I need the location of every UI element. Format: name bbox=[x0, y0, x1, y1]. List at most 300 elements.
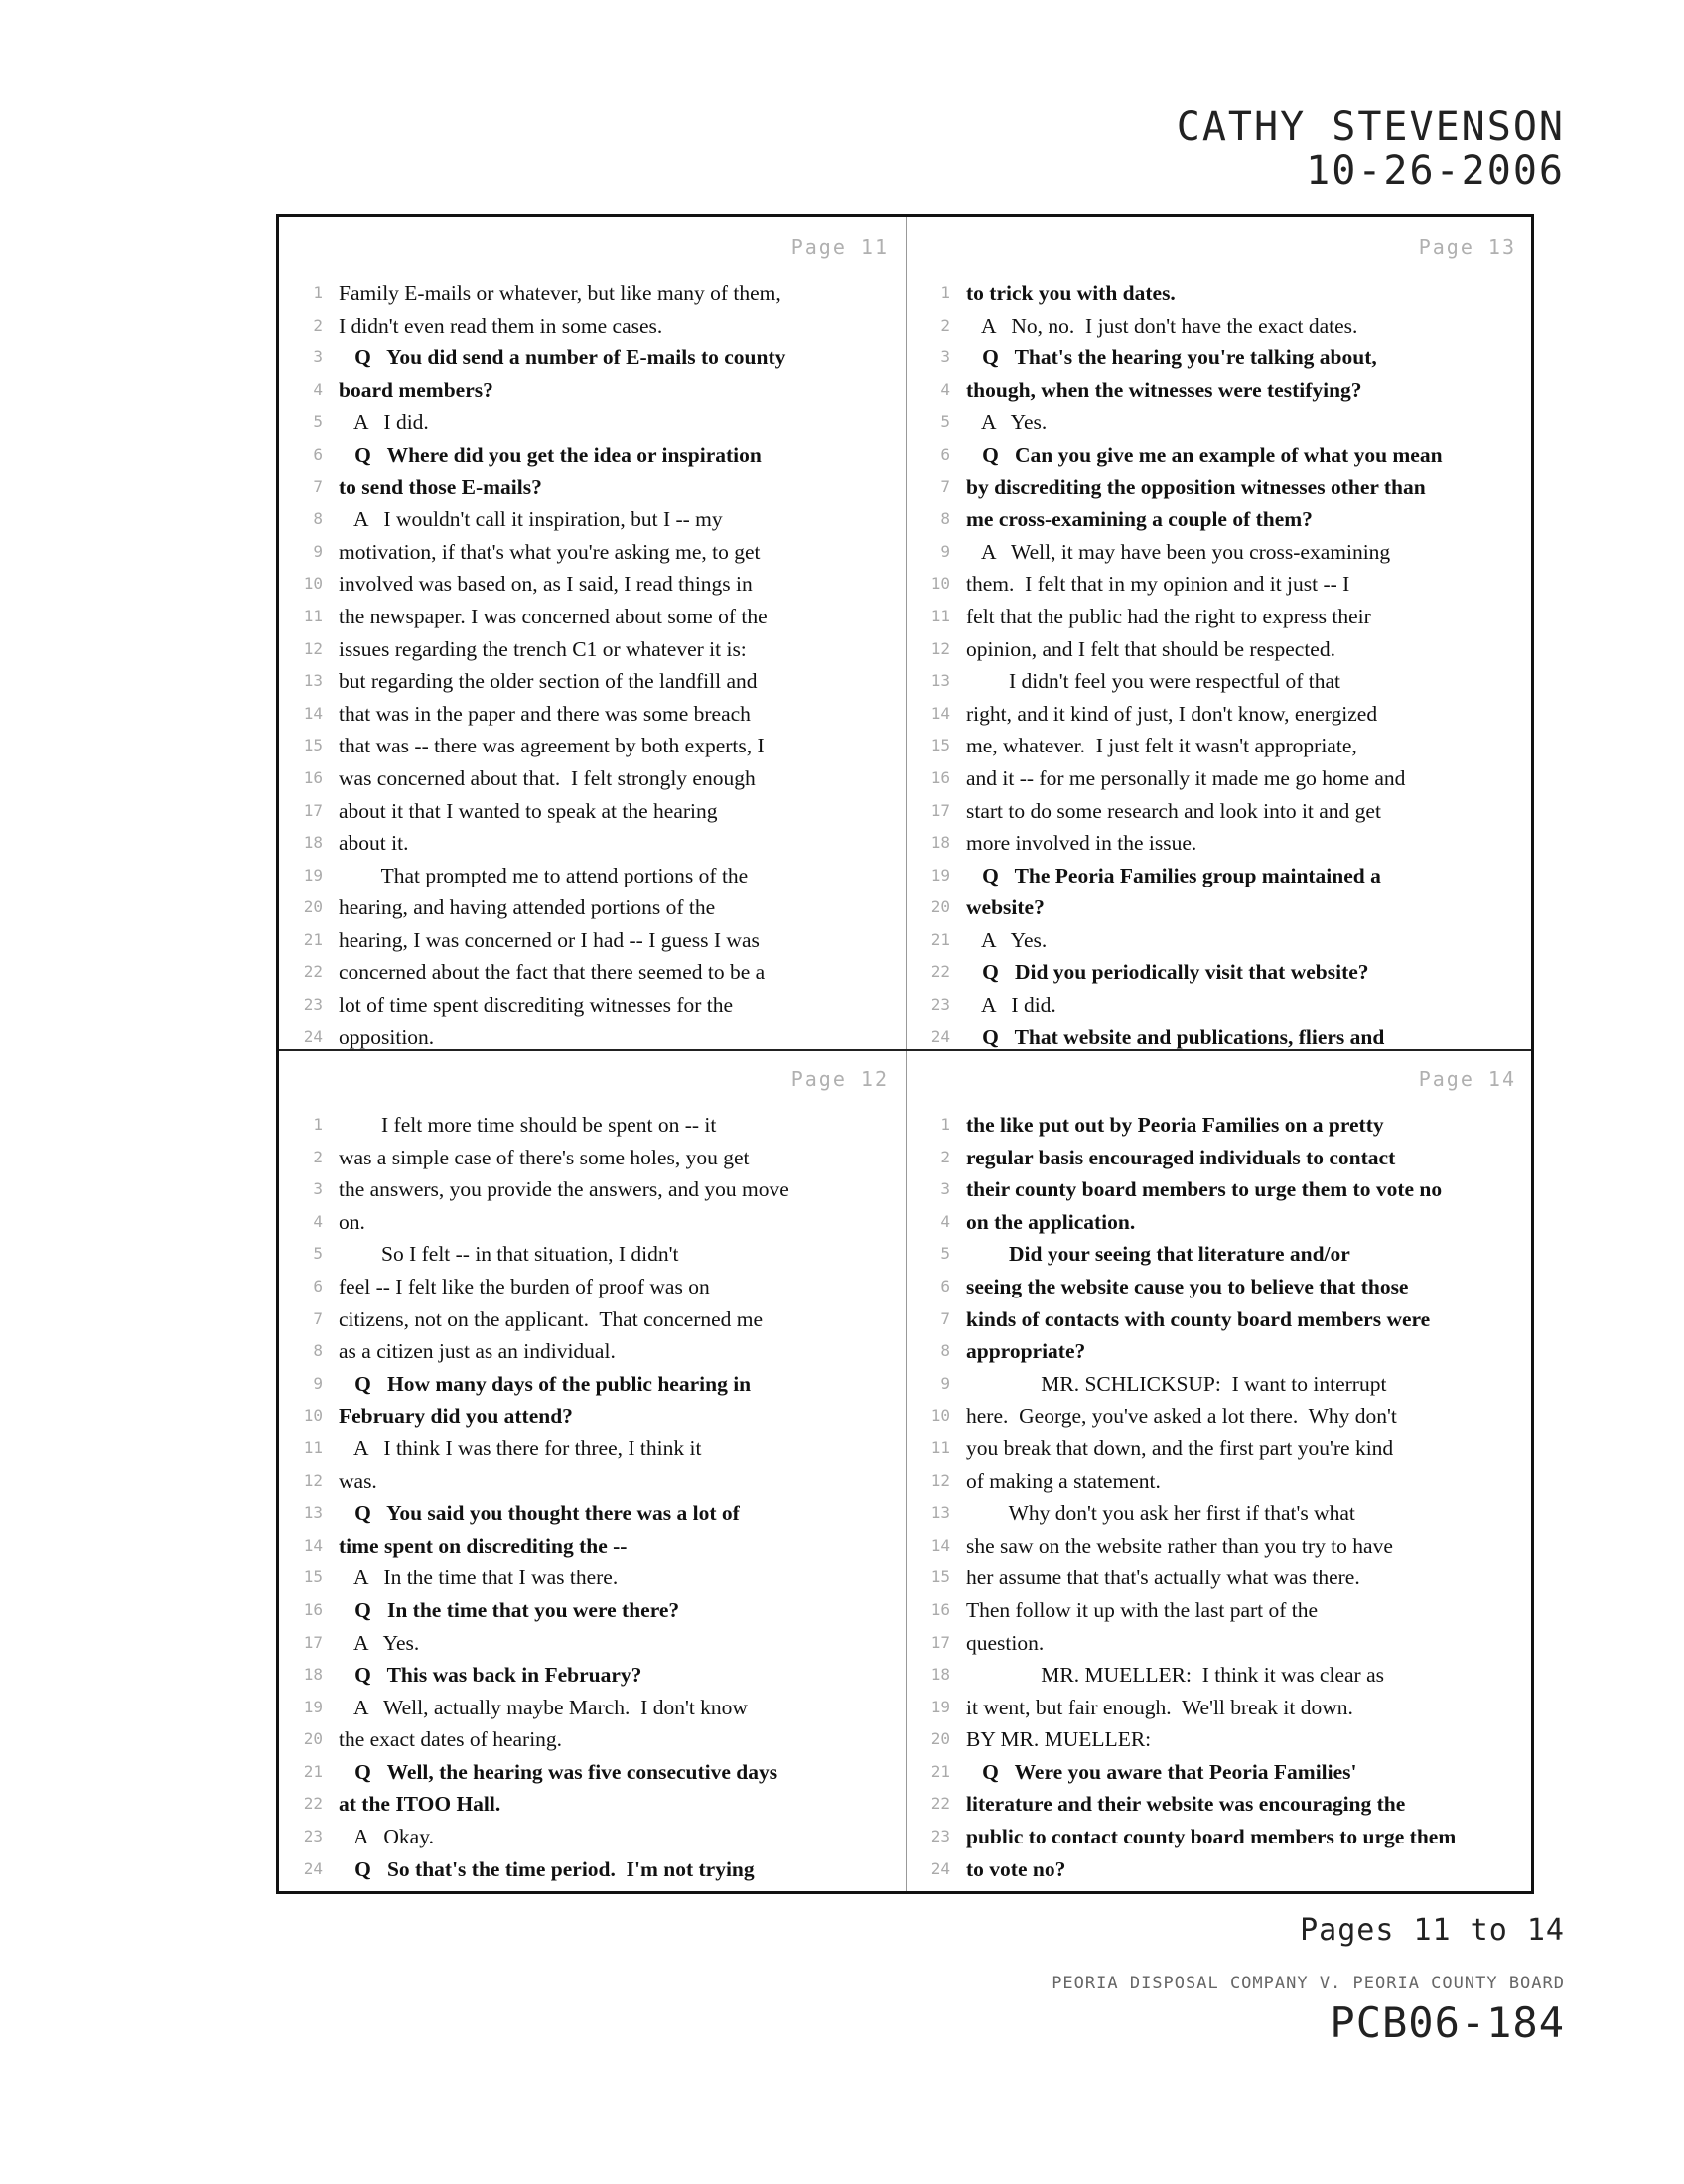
line-number: 12 bbox=[930, 1470, 950, 1490]
line-text: opinion, and I felt that should be respected. bbox=[966, 636, 1335, 661]
line-text: though, when the witnesses were testifying? bbox=[966, 377, 1362, 402]
line-text: feel -- I felt like the burden of proof was on bbox=[339, 1274, 710, 1298]
transcript-line bbox=[279, 439, 907, 472]
transcript-line bbox=[279, 406, 907, 439]
line-number: 21 bbox=[303, 1761, 323, 1781]
line-text: me cross-examining a couple of them? bbox=[966, 507, 1313, 532]
transcript-line bbox=[279, 924, 907, 957]
line-text: A Well, it may have been you cross-examining bbox=[966, 539, 1391, 564]
transcript-line bbox=[907, 1497, 1534, 1530]
transcript-line bbox=[907, 439, 1534, 472]
line-text: A I did. bbox=[966, 993, 1056, 1018]
line-number: 23 bbox=[303, 1827, 323, 1846]
transcript-line bbox=[279, 374, 907, 407]
line-text: the like put out by Peoria Families on a pretty bbox=[966, 1113, 1384, 1137]
transcript-line bbox=[907, 1335, 1534, 1368]
transcript-line bbox=[907, 406, 1534, 439]
line-text: Q Were you aware that Peoria Families' bbox=[966, 1759, 1357, 1784]
line-text: Family E-mails or whatever, but like many of them, bbox=[339, 281, 781, 305]
transcript-line bbox=[907, 1368, 1534, 1401]
line-text: February did you attend? bbox=[339, 1404, 573, 1429]
transcript-line bbox=[907, 827, 1534, 860]
line-number: 3 bbox=[313, 1179, 323, 1199]
line-text: to trick you with dates. bbox=[966, 281, 1176, 305]
line-number: 20 bbox=[303, 897, 323, 917]
line-text: concerned about the fact that there seemed to be a bbox=[339, 960, 766, 985]
transcript-line bbox=[279, 1530, 907, 1563]
case-name: PEORIA DISPOSAL COMPANY V. PEORIA COUNTY BOARD bbox=[1052, 1974, 1565, 1993]
page-label: Page 13 bbox=[1418, 235, 1516, 259]
transcript-line bbox=[279, 795, 907, 828]
transcript-line bbox=[907, 1206, 1534, 1239]
transcript-line bbox=[279, 341, 907, 374]
line-number: 13 bbox=[303, 1503, 323, 1523]
transcript-line bbox=[907, 891, 1534, 924]
line-number: 18 bbox=[303, 1665, 323, 1685]
line-number: 7 bbox=[313, 477, 323, 496]
line-text: A I wouldn't call it inspiration, but I -- my bbox=[339, 507, 723, 532]
transcript-line bbox=[279, 1271, 907, 1303]
line-text: to send those E-mails? bbox=[339, 475, 542, 499]
line-text: to vote no? bbox=[966, 1856, 1066, 1881]
line-number: 15 bbox=[303, 736, 323, 755]
transcript-lines bbox=[907, 1109, 1534, 1885]
line-number: 12 bbox=[303, 638, 323, 658]
transcript-line bbox=[279, 827, 907, 860]
line-text: on. bbox=[339, 1209, 365, 1234]
deposition-date: 10-26-2006 bbox=[1306, 148, 1565, 194]
line-number: 23 bbox=[930, 995, 950, 1015]
transcript-line bbox=[279, 536, 907, 569]
line-number: 20 bbox=[930, 1729, 950, 1749]
transcript-line bbox=[279, 568, 907, 601]
line-number: 7 bbox=[940, 1308, 950, 1328]
line-number: 24 bbox=[303, 1858, 323, 1878]
line-number: 8 bbox=[313, 1341, 323, 1361]
transcript-line bbox=[279, 1465, 907, 1498]
line-text: hearing, I was concerned or I had -- I guess I was bbox=[339, 927, 760, 952]
transcript-line bbox=[907, 1692, 1534, 1724]
line-number: 8 bbox=[940, 1341, 950, 1361]
line-text: she saw on the website rather than you try to have bbox=[966, 1533, 1393, 1558]
line-number: 18 bbox=[303, 833, 323, 853]
line-number: 22 bbox=[303, 962, 323, 982]
line-text: citizens, not on the applicant. That concerned me bbox=[339, 1306, 764, 1331]
line-text: Q The Peoria Families group maintained a bbox=[966, 863, 1381, 887]
line-text: on the application. bbox=[966, 1209, 1136, 1234]
line-number: 19 bbox=[930, 1697, 950, 1716]
transcript-line bbox=[279, 1109, 907, 1142]
line-text: time spent on discrediting the -- bbox=[339, 1533, 628, 1558]
transcript-line bbox=[907, 1400, 1534, 1433]
transcript-line bbox=[907, 698, 1534, 731]
line-number: 11 bbox=[303, 606, 323, 625]
transcript-line bbox=[907, 989, 1534, 1022]
line-number: 23 bbox=[303, 995, 323, 1015]
line-text: Q Well, the hearing was five consecutive days bbox=[339, 1759, 778, 1784]
line-number: 6 bbox=[940, 444, 950, 464]
transcript-line bbox=[279, 1821, 907, 1853]
line-text: A No, no. I just don't have the exact dates. bbox=[966, 313, 1358, 338]
transcript-line bbox=[907, 1303, 1534, 1336]
transcript-line bbox=[279, 1594, 907, 1627]
line-number: 5 bbox=[940, 412, 950, 432]
line-number: 15 bbox=[303, 1568, 323, 1587]
line-text: seeing the website cause you to believe that those bbox=[966, 1274, 1409, 1298]
line-number: 3 bbox=[313, 347, 323, 367]
transcript-line bbox=[279, 633, 907, 666]
line-text: So I felt -- in that situation, I didn't bbox=[339, 1242, 679, 1267]
line-text: about it. bbox=[339, 831, 409, 856]
transcript-line bbox=[279, 1142, 907, 1174]
line-text: Q Can you give me an example of what you mean bbox=[966, 442, 1443, 467]
transcript-line bbox=[907, 730, 1534, 762]
line-text: Q Where did you get the idea or inspiration bbox=[339, 442, 762, 467]
line-text: Q Did you periodically visit that website? bbox=[966, 960, 1369, 985]
line-number: 19 bbox=[303, 1697, 323, 1716]
line-text: but regarding the older section of the landfill and bbox=[339, 669, 758, 694]
line-text: Then follow it up with the last part of the bbox=[966, 1597, 1319, 1622]
line-text: hearing, and having attended portions of the bbox=[339, 895, 716, 920]
line-text: appropriate? bbox=[966, 1339, 1086, 1364]
transcript-line bbox=[279, 1627, 907, 1660]
transcript-page-11 bbox=[279, 217, 907, 1049]
transcript-lines bbox=[907, 277, 1534, 1053]
transcript-line bbox=[279, 1723, 907, 1756]
line-number: 14 bbox=[930, 1535, 950, 1555]
line-text: I didn't even read them in some cases. bbox=[339, 313, 663, 338]
line-text: Q That's the hearing you're talking about, bbox=[966, 345, 1377, 370]
line-number: 16 bbox=[303, 1599, 323, 1619]
line-number: 20 bbox=[930, 897, 950, 917]
line-number: 21 bbox=[303, 929, 323, 949]
line-text: by discrediting the opposition witnesses other than bbox=[966, 475, 1426, 499]
transcript-line bbox=[907, 1627, 1534, 1660]
line-number: 6 bbox=[313, 1276, 323, 1296]
line-number: 6 bbox=[313, 444, 323, 464]
line-number: 21 bbox=[930, 1761, 950, 1781]
line-text: board members? bbox=[339, 377, 493, 402]
line-number: 18 bbox=[930, 833, 950, 853]
line-text: A I think I was there for three, I think it bbox=[339, 1435, 702, 1460]
transcript-line bbox=[279, 1692, 907, 1724]
line-text: you break that down, and the first part you're kind bbox=[966, 1435, 1394, 1460]
line-text: her assume that that's actually what was there. bbox=[966, 1566, 1360, 1590]
line-number: 9 bbox=[313, 1373, 323, 1393]
transcript-frame bbox=[276, 214, 1534, 1894]
transcript-line bbox=[907, 472, 1534, 504]
transcript-line bbox=[907, 1142, 1534, 1174]
line-text: them. I felt that in my opinion and it just -- I bbox=[966, 572, 1350, 597]
transcript-line bbox=[907, 762, 1534, 795]
line-text: question. bbox=[966, 1630, 1045, 1655]
line-text: Why don't you ask her first if that's what bbox=[966, 1501, 1355, 1526]
transcript-line bbox=[907, 536, 1534, 569]
transcript-lines bbox=[279, 1109, 907, 1885]
line-number: 22 bbox=[303, 1794, 323, 1814]
line-number: 5 bbox=[940, 1244, 950, 1264]
line-number: 10 bbox=[930, 574, 950, 594]
line-text: public to contact county board members to urge them bbox=[966, 1825, 1457, 1849]
page-label: Page 11 bbox=[790, 235, 889, 259]
transcript-line bbox=[279, 860, 907, 892]
line-text: MR. MUELLER: I think it was clear as bbox=[966, 1663, 1384, 1688]
witness-name: CATHY STEVENSON bbox=[1176, 104, 1565, 150]
line-text: that was in the paper and there was some breach bbox=[339, 701, 751, 726]
line-text: right, and it kind of just, I don't know, energized bbox=[966, 701, 1378, 726]
line-text: lot of time spent discrediting witnesses for the bbox=[339, 993, 734, 1018]
line-text: was a simple case of there's some holes, you get bbox=[339, 1145, 750, 1169]
transcript-line bbox=[907, 503, 1534, 536]
line-number: 5 bbox=[313, 1244, 323, 1264]
line-text: I didn't feel you were respectful of that bbox=[966, 669, 1341, 694]
transcript-page-14 bbox=[907, 1049, 1534, 1881]
line-number: 13 bbox=[303, 671, 323, 691]
transcript-line bbox=[907, 1433, 1534, 1465]
line-number: 4 bbox=[313, 379, 323, 399]
line-text: Q You said you thought there was a lot of bbox=[339, 1501, 740, 1526]
line-number: 13 bbox=[930, 1503, 950, 1523]
line-number: 21 bbox=[930, 929, 950, 949]
transcript-line bbox=[279, 989, 907, 1022]
line-number: 2 bbox=[940, 315, 950, 335]
line-number: 1 bbox=[313, 1115, 323, 1134]
transcript-line bbox=[907, 1173, 1534, 1206]
transcript-line bbox=[279, 891, 907, 924]
line-text: Q In the time that you were there? bbox=[339, 1597, 680, 1622]
line-text: me, whatever. I just felt it wasn't appropriate, bbox=[966, 734, 1357, 758]
line-number: 16 bbox=[930, 767, 950, 787]
line-number: 19 bbox=[303, 865, 323, 885]
line-number: 4 bbox=[313, 1211, 323, 1231]
line-text: Q This was back in February? bbox=[339, 1663, 642, 1688]
line-number: 8 bbox=[313, 509, 323, 529]
line-text: website? bbox=[966, 895, 1045, 920]
transcript-line bbox=[907, 374, 1534, 407]
transcript-line bbox=[907, 956, 1534, 989]
line-number: 23 bbox=[930, 1827, 950, 1846]
transcript-line bbox=[907, 924, 1534, 957]
line-text: issues regarding the trench C1 or whatever it is: bbox=[339, 636, 747, 661]
line-text: at the ITOO Hall. bbox=[339, 1792, 501, 1817]
transcript-line bbox=[907, 568, 1534, 601]
transcript-page-13 bbox=[907, 217, 1534, 1049]
line-number: 13 bbox=[930, 671, 950, 691]
line-text: the exact dates of hearing. bbox=[339, 1727, 563, 1752]
line-text: opposition. bbox=[339, 1024, 435, 1049]
line-text: That prompted me to attend portions of the bbox=[339, 863, 749, 887]
transcript-line bbox=[907, 1821, 1534, 1853]
line-number: 24 bbox=[303, 1026, 323, 1046]
transcript-line bbox=[279, 1562, 907, 1594]
line-number: 4 bbox=[940, 1211, 950, 1231]
transcript-line bbox=[907, 795, 1534, 828]
line-text: the answers, you provide the answers, and you move bbox=[339, 1177, 789, 1202]
transcript-line bbox=[279, 1303, 907, 1336]
transcript-line bbox=[279, 730, 907, 762]
line-number: 22 bbox=[930, 1794, 950, 1814]
line-number: 14 bbox=[303, 703, 323, 723]
line-number: 10 bbox=[930, 1406, 950, 1426]
line-text: was concerned about that. I felt strongly enough bbox=[339, 765, 756, 790]
line-number: 24 bbox=[930, 1858, 950, 1878]
line-number: 10 bbox=[303, 1406, 323, 1426]
line-text: their county board members to urge them to vote no bbox=[966, 1177, 1443, 1202]
line-number: 16 bbox=[930, 1599, 950, 1619]
case-number: PCB06-184 bbox=[1330, 1998, 1565, 2047]
transcript-line bbox=[907, 1271, 1534, 1303]
transcript-line bbox=[279, 1756, 907, 1789]
line-text: here. George, you've asked a lot there. Why don't bbox=[966, 1404, 1397, 1429]
line-number: 11 bbox=[930, 1437, 950, 1457]
line-number: 16 bbox=[303, 767, 323, 787]
transcript-line bbox=[907, 1465, 1534, 1498]
transcript-line bbox=[279, 956, 907, 989]
transcript-line bbox=[907, 1109, 1534, 1142]
line-text: and it -- for me personally it made me go home and bbox=[966, 765, 1406, 790]
transcript-line bbox=[907, 1723, 1534, 1756]
line-number: 2 bbox=[940, 1147, 950, 1166]
line-text: Q That website and publications, fliers and bbox=[966, 1024, 1385, 1049]
line-number: 15 bbox=[930, 736, 950, 755]
line-number: 18 bbox=[930, 1665, 950, 1685]
transcript-line bbox=[279, 1400, 907, 1433]
line-text: A Well, actually maybe March. I don't know bbox=[339, 1695, 748, 1719]
line-number: 1 bbox=[940, 283, 950, 302]
line-number: 1 bbox=[313, 283, 323, 302]
line-text: literature and their website was encouraging the bbox=[966, 1792, 1406, 1817]
line-text: A Okay. bbox=[339, 1825, 434, 1849]
transcript-line bbox=[907, 1853, 1534, 1886]
line-text: about it that I wanted to speak at the hearing bbox=[339, 798, 718, 823]
line-text: motivation, if that's what you're asking me, to get bbox=[339, 539, 761, 564]
line-number: 9 bbox=[940, 541, 950, 561]
page-label: Page 14 bbox=[1418, 1067, 1516, 1091]
line-number: 7 bbox=[313, 1308, 323, 1328]
line-number: 11 bbox=[303, 1437, 323, 1457]
line-text: of making a statement. bbox=[966, 1468, 1161, 1493]
transcript-line bbox=[907, 1659, 1534, 1692]
line-text: start to do some research and look into it and get bbox=[966, 798, 1381, 823]
line-text: was. bbox=[339, 1468, 377, 1493]
transcript-line bbox=[279, 762, 907, 795]
pages-range: Pages 11 to 14 bbox=[1300, 1913, 1565, 1948]
line-text: MR. SCHLICKSUP: I want to interrupt bbox=[966, 1371, 1387, 1396]
transcript-line bbox=[279, 472, 907, 504]
transcript-line bbox=[907, 1788, 1534, 1821]
transcript-line bbox=[279, 503, 907, 536]
line-number: 9 bbox=[313, 541, 323, 561]
transcript-line bbox=[279, 1497, 907, 1530]
line-text: I felt more time should be spent on -- it bbox=[339, 1113, 717, 1137]
transcript-line bbox=[279, 1659, 907, 1692]
transcript-line bbox=[279, 1368, 907, 1401]
line-text: BY MR. MUELLER: bbox=[966, 1727, 1152, 1752]
transcript-line bbox=[279, 1173, 907, 1206]
transcript-line bbox=[279, 1335, 907, 1368]
line-number: 2 bbox=[313, 315, 323, 335]
transcript-line bbox=[279, 1433, 907, 1465]
page-label: Page 12 bbox=[790, 1067, 889, 1091]
line-number: 14 bbox=[303, 1535, 323, 1555]
transcript-line bbox=[279, 1238, 907, 1271]
line-number: 24 bbox=[930, 1026, 950, 1046]
line-number: 2 bbox=[313, 1147, 323, 1166]
line-number: 9 bbox=[940, 1373, 950, 1393]
line-number: 7 bbox=[940, 477, 950, 496]
line-text: A In the time that I was there. bbox=[339, 1566, 619, 1590]
line-number: 14 bbox=[930, 703, 950, 723]
line-text: regular basis encouraged individuals to contact bbox=[966, 1145, 1396, 1169]
line-number: 11 bbox=[930, 606, 950, 625]
line-number: 8 bbox=[940, 509, 950, 529]
transcript-line bbox=[907, 277, 1534, 310]
line-number: 6 bbox=[940, 1276, 950, 1296]
transcript-line bbox=[279, 601, 907, 633]
line-text: A I did. bbox=[339, 410, 429, 435]
line-number: 12 bbox=[303, 1470, 323, 1490]
line-number: 17 bbox=[303, 1632, 323, 1652]
transcript-line bbox=[907, 1530, 1534, 1563]
line-text: as a citizen just as an individual. bbox=[339, 1339, 616, 1364]
transcript-line bbox=[907, 1238, 1534, 1271]
transcript-line bbox=[279, 1788, 907, 1821]
line-text: kinds of contacts with county board members were bbox=[966, 1306, 1431, 1331]
line-text: Q How many days of the public hearing in bbox=[339, 1371, 752, 1396]
transcript-line bbox=[279, 310, 907, 342]
transcript-line bbox=[279, 665, 907, 698]
line-number: 1 bbox=[940, 1115, 950, 1134]
line-number: 19 bbox=[930, 865, 950, 885]
transcript-line bbox=[907, 341, 1534, 374]
line-text: felt that the public had the right to express their bbox=[966, 604, 1371, 628]
transcript-line bbox=[279, 1206, 907, 1239]
line-text: Q So that's the time period. I'm not trying bbox=[339, 1856, 755, 1881]
transcript-line bbox=[907, 1562, 1534, 1594]
line-text: the newspaper. I was concerned about some of the bbox=[339, 604, 768, 628]
transcript-line bbox=[907, 1594, 1534, 1627]
line-number: 17 bbox=[930, 1632, 950, 1652]
transcript-lines bbox=[279, 277, 907, 1053]
transcript-line bbox=[279, 277, 907, 310]
line-text: involved was based on, as I said, I read things in bbox=[339, 572, 753, 597]
transcript-line bbox=[907, 1756, 1534, 1789]
transcript-line bbox=[907, 310, 1534, 342]
line-number: 3 bbox=[940, 347, 950, 367]
line-number: 3 bbox=[940, 1179, 950, 1199]
line-text: more involved in the issue. bbox=[966, 831, 1197, 856]
transcript-line bbox=[907, 860, 1534, 892]
line-number: 20 bbox=[303, 1729, 323, 1749]
line-number: 15 bbox=[930, 1568, 950, 1587]
line-number: 12 bbox=[930, 638, 950, 658]
line-text: A Yes. bbox=[966, 927, 1048, 952]
line-text: that was -- there was agreement by both experts, I bbox=[339, 734, 765, 758]
line-text: A Yes. bbox=[966, 410, 1048, 435]
line-number: 22 bbox=[930, 962, 950, 982]
transcript-line bbox=[907, 665, 1534, 698]
line-text: it went, but fair enough. We'll break it down. bbox=[966, 1695, 1353, 1719]
transcript-line bbox=[279, 1853, 907, 1886]
transcript-line bbox=[907, 633, 1534, 666]
line-number: 5 bbox=[313, 412, 323, 432]
line-number: 10 bbox=[303, 574, 323, 594]
transcript-line bbox=[279, 698, 907, 731]
transcript-line bbox=[907, 601, 1534, 633]
line-text: Q You did send a number of E-mails to county bbox=[339, 345, 786, 370]
line-number: 17 bbox=[930, 800, 950, 820]
transcript-page-12 bbox=[279, 1049, 907, 1881]
